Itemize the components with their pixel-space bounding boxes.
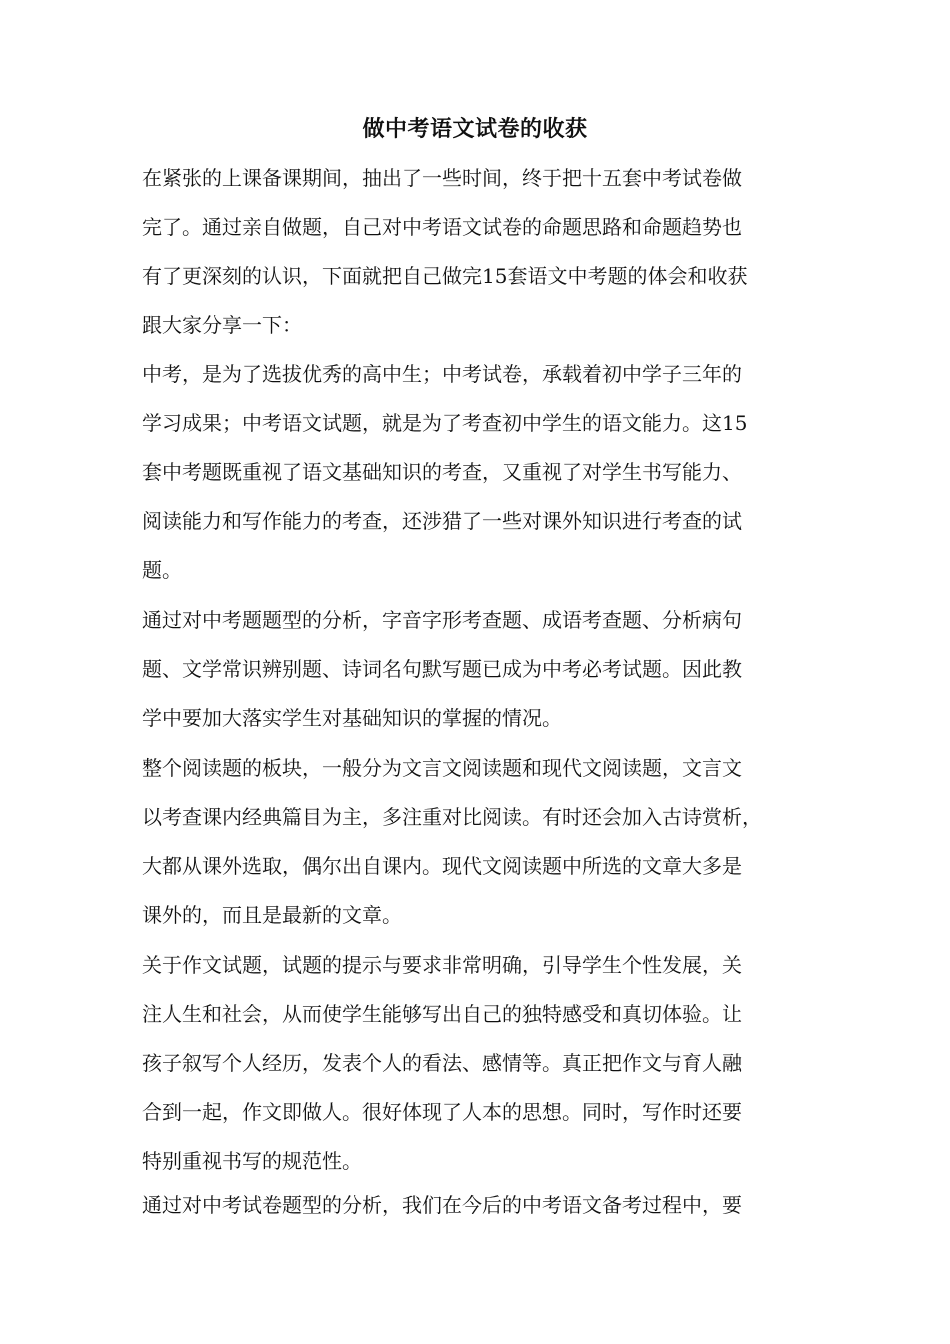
paragraph-line: 中考，是为了选拔优秀的高中生；中考试卷，承载着初中学子三年的 [142,362,742,386]
paragraph-2 [142,350,832,595]
paragraph-line: 通过对中考试卷题型的分析，我们在今后的中考语文备考过程中，要 [142,1193,742,1217]
document-title: 做中考语文试卷的收获 [362,116,588,142]
paragraph-5 [142,941,832,1186]
paragraph-line: 整个阅读题的板块，一般分为文言文阅读题和现代文阅读题，文言文 [142,756,742,780]
paragraph-line: 题。 [142,558,182,582]
paragraph-line: 特别重视书写的规范性。 [142,1149,362,1173]
paragraph-line: 学中要加大落实学生对基础知识的掌握的情况。 [142,706,562,730]
paragraph-line: 关于作文试题，试题的提示与要求非常明确，引导学生个性发展，关 [142,953,742,977]
paragraph-line: 题、文学常识辨别题、诗词名句默写题已成为中考必考试题。因此教 [142,657,742,681]
paragraph-line: 课外的，而且是最新的文章。 [142,903,402,927]
paragraph-line: 以考查课内经典篇目为主，多注重对比阅读。有时还会加入古诗赏析， [142,805,762,829]
paragraph-line: 注人生和社会，从而使学生能够写出自己的独特感受和真切体验。让 [142,1002,742,1026]
paragraph-line: 合到一起，作文即做人。很好体现了人本的思想。同时，写作时还要 [142,1100,742,1124]
paragraph-4 [142,744,832,940]
paragraph-line: 有了更深刻的认识，下面就把自己做完15套语文中考题的体会和收获 [142,264,748,288]
paragraph-line: 通过对中考题题型的分析，字音字形考查题、成语考查题、分析病句 [142,608,742,632]
paragraph-line: 大都从课外选取，偶尔出自课内。现代文阅读题中所选的文章大多是 [142,854,742,878]
paragraph-line: 孩子叙写个人经历，发表个人的看法、感情等。真正把作文与育人融 [142,1051,742,1075]
paragraph-1 [142,154,832,350]
paragraph-6 [142,1181,832,1230]
paragraph-line: 学习成果；中考语文试题，就是为了考查初中学生的语文能力。这15 [142,411,748,435]
paragraph-line: 阅读能力和写作能力的考查，还涉猎了一些对课外知识进行考查的试 [142,509,742,533]
paragraph-line: 在紧张的上课备课期间，抽出了一些时间，终于把十五套中考试卷做 [142,166,742,190]
paragraph-line: 套中考题既重视了语文基础知识的考查，又重视了对学生书写能力、 [142,460,742,484]
paragraph-3 [142,596,832,743]
paragraph-line: 跟大家分享一下： [142,313,302,337]
paragraph-line: 完了。通过亲自做题，自己对中考语文试卷的命题思路和命题趋势也 [142,215,742,239]
